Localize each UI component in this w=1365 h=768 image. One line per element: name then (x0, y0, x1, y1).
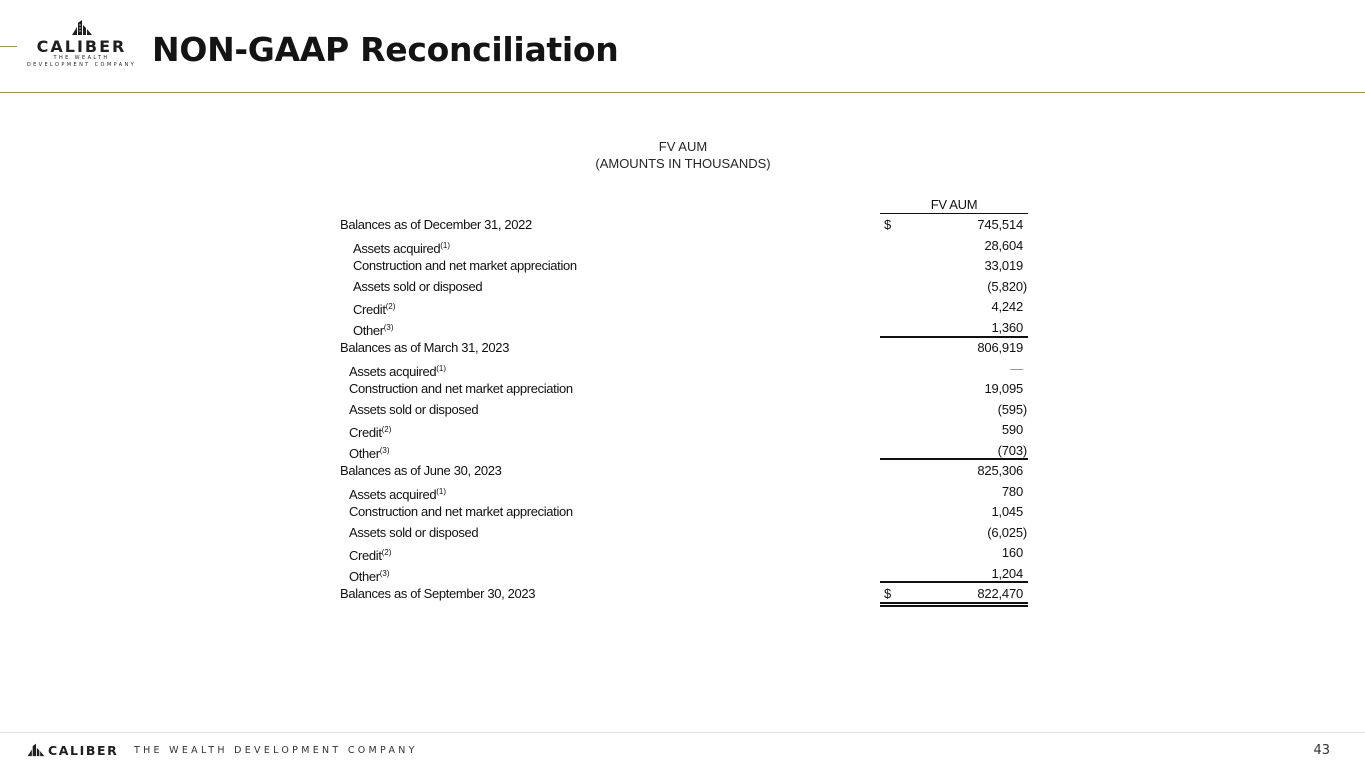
header-accent-tick (0, 46, 17, 47)
row-label-text: Assets acquired (353, 241, 441, 256)
footer-tagline: THE WEALTH DEVELOPMENT COMPANY (134, 745, 418, 756)
row-label-text: Credit (349, 425, 382, 440)
row-value: (6,025) (987, 525, 1027, 540)
table-row (0, 318, 1365, 338)
table-row (0, 543, 1365, 563)
page-number: 43 (1313, 743, 1330, 758)
footnote-ref: (3) (383, 323, 394, 332)
footer-building-logo-icon (26, 742, 46, 757)
footnote-ref: (3) (379, 569, 390, 578)
footnote-ref: (1) (440, 241, 451, 250)
footnote-ref: (2) (381, 548, 392, 557)
row-label-text: Construction and net market appreciation (349, 381, 573, 396)
footnote-ref: (2) (385, 302, 396, 311)
table-row (0, 400, 1365, 420)
total-underline (880, 458, 1028, 460)
row-value: 780 (1001, 484, 1023, 499)
table-row (0, 277, 1365, 297)
row-value: 1,360 (991, 320, 1023, 335)
row-value: 160 (1001, 545, 1023, 560)
table-row (0, 523, 1365, 543)
row-label (340, 461, 502, 481)
row-label-text: Construction and net market appreciation (349, 504, 573, 519)
footnote-ref: (1) (436, 487, 447, 496)
row-label (340, 338, 509, 358)
table-caption-title: FV AUM (658, 139, 708, 154)
footnote-ref: (3) (379, 446, 390, 455)
row-label-text: Balances as of December 31, 2022 (340, 217, 532, 232)
row-label (349, 543, 391, 566)
logo-wordmark: CALIBER (36, 37, 127, 56)
row-value: 1,045 (991, 504, 1023, 519)
row-label-text: Credit (349, 548, 382, 563)
balance-row (0, 584, 1365, 604)
currency-symbol: $ (884, 586, 892, 601)
row-label-text: Assets sold or disposed (353, 279, 483, 294)
row-value: 4,242 (991, 299, 1023, 314)
row-label-text: Construction and net market appreciation (353, 258, 577, 273)
table-row (0, 236, 1365, 256)
row-value: (703) (997, 443, 1027, 458)
row-label-text: Assets acquired (349, 487, 437, 502)
footnote-ref: (2) (381, 425, 392, 434)
row-value: (595) (997, 402, 1027, 417)
row-label-text: Assets acquired (349, 364, 437, 379)
row-label-text: Assets sold or disposed (349, 525, 479, 540)
footer-brand: CALIBER (48, 743, 119, 758)
row-value: 590 (1001, 422, 1023, 437)
row-label (349, 420, 391, 443)
row-label-text: Other (349, 446, 380, 461)
row-value: 33,019 (984, 258, 1023, 273)
row-label-text: Other (353, 323, 384, 338)
table-row (0, 256, 1365, 276)
row-label (353, 297, 395, 320)
row-value: 806,919 (977, 340, 1023, 355)
row-label (353, 256, 577, 276)
total-underline (880, 602, 1028, 604)
row-value: 822,470 (977, 586, 1023, 601)
row-label (349, 502, 573, 522)
table-row (0, 502, 1365, 522)
row-label-text: Balances as of March 31, 2023 (340, 340, 510, 355)
logo-tagline: THE WEALTH DEVELOPMENT COMPANY (26, 55, 137, 68)
caliber-logo (24, 18, 139, 69)
column-header-fv-aum: FV AUM (880, 197, 1028, 214)
total-underline (880, 605, 1028, 607)
total-underline (880, 336, 1028, 338)
row-value: — (1010, 361, 1023, 376)
row-value: 1,204 (991, 566, 1023, 581)
page-title: NON-GAAP Reconciliation (152, 30, 619, 69)
total-underline (880, 581, 1028, 583)
table-row (0, 420, 1365, 440)
row-label (349, 400, 478, 420)
table-row (0, 297, 1365, 317)
footer-divider (0, 732, 1365, 733)
row-label-text: Balances as of September 30, 2023 (340, 586, 536, 601)
row-label (349, 379, 573, 399)
row-label-text: Balances as of June 30, 2023 (340, 463, 502, 478)
table-row (0, 482, 1365, 502)
footnote-ref: (1) (436, 364, 447, 373)
row-label (349, 523, 478, 543)
table-row (0, 379, 1365, 399)
table-row (0, 359, 1365, 379)
row-value: 19,095 (984, 381, 1023, 396)
row-value: 825,306 (977, 463, 1023, 478)
balance-row (0, 338, 1365, 358)
table-caption-units: (AMOUNTS IN THOUSANDS) (595, 156, 771, 171)
building-logo-icon (70, 18, 94, 36)
row-label-text: Credit (353, 302, 386, 317)
balance-row (0, 461, 1365, 481)
row-label-text: Assets sold or disposed (349, 402, 479, 417)
row-label-text: Other (349, 569, 380, 584)
currency-symbol: $ (884, 217, 892, 232)
table-row (0, 441, 1365, 461)
row-value: 745,514 (977, 217, 1023, 232)
balance-row (0, 215, 1365, 235)
row-value: 28,604 (984, 238, 1023, 253)
row-label (340, 584, 535, 604)
row-label (340, 215, 532, 235)
row-value: (5,820) (987, 279, 1027, 294)
table-row (0, 564, 1365, 584)
header-divider (0, 92, 1365, 93)
row-label (353, 277, 482, 297)
